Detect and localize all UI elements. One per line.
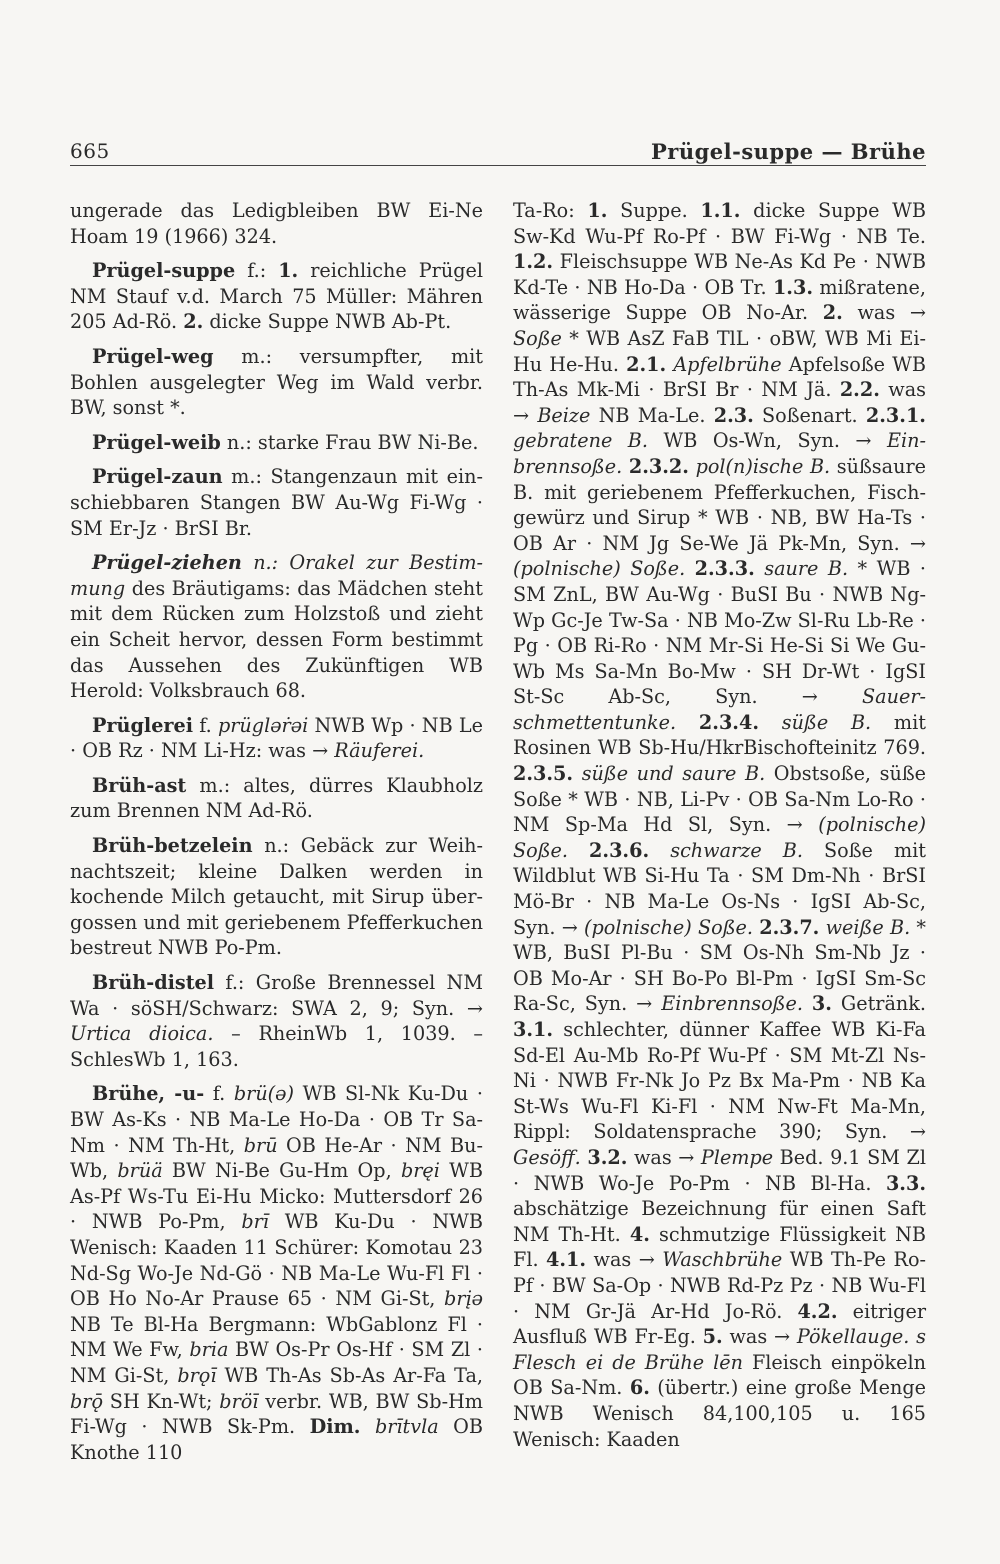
italic-text: süße B. [781,710,872,734]
sense-number: 2.3.1. [865,403,926,427]
entry-text [685,557,694,580]
headword: Prügel-weg [92,344,214,368]
entry-text: WB Th-As Sb-As Ar-Fa Ta, [216,1363,483,1387]
entry-text: WB Ku-Du · NWB Wenisch: Kaaden 11 Schürer: Komotau 23 Nd-Sg Wo-Je Nd-Gö · NB Ma-Le Wu-Fl Fl · OB Ho No-Ar Prause 65 · NM Gi-St, [70,1210,483,1311]
entry-text [689,455,696,478]
entry-text: NWB Wp · NB Le · OB Rz · NM Li-Hz: was → [70,713,483,763]
entry-text: des Bräutigams: das Mädchen steht mit dem Rücken zum Holzstoß und zieht ein Scheit hervor, dessen Form bestimmt das Aussehen des Zukünftigen WB Herold: Volksbrauch 68. [70,576,483,703]
sense-number: 2.3.7. [759,915,820,939]
italic-text: süße und saure B. [581,762,766,786]
entry-text: Bed. 9.1 SM Zl · NWB Wo-Je Po-Pm · NB Bl-Ha. [513,1145,926,1195]
italic-text: Apfelbrühe [673,352,782,376]
entry-text: süßsaure B. mit geriebenem Pfefferkuchen, Fischgewürz und Sirup * WB · NB, BW Ha-Ts · OB Ar · NM Jg Se-We Jä Pk-Mn, Syn. → [513,454,926,555]
entry-text: Soßenart. [753,403,866,427]
entry-text: f.: [235,259,279,283]
entry-text: n.: starke Frau BW Ni-Be. [220,430,479,454]
entry-text: WB Os-Wn, Syn. → [648,429,888,453]
entry-text: dicke Suppe NWB Ab-Pt. [203,310,452,334]
entry-text: eitriger Ausfluß WB Fr-Eg. [513,1299,926,1349]
italic-text: Urtica dioica. [70,1022,214,1046]
sense-number: 1.3. [772,275,813,299]
italic-text: (polnische) Soße. [513,813,926,862]
entry-text [755,557,764,580]
headword: Brüh-distel [92,971,215,995]
sense-number: 2. [183,310,204,334]
entry-text: OB He-Ar · NM Bu-Wb, [70,1133,483,1183]
italic-text: Pökellauge. s Flesch ei de Brühe lēn [513,1325,926,1374]
entry-text: Fleisch einpökeln OB Sa-Nm. [513,1350,926,1400]
italic-text: bręi [400,1159,440,1183]
entry-text: mit Rosinen WB Sb-Hu/HkrBischofteinitz 769. [513,710,926,760]
page-header [70,133,926,166]
italic-text: gebratene B. [513,429,649,453]
entry-text: ungerade das Ledigbleiben BW Ei-Ne Hoam 19 (1966) 324. [70,199,483,248]
italic-text: Plempe [700,1145,774,1169]
italic-text: bria [189,1338,229,1362]
entry-text: f. [204,1082,234,1106]
running-head: Prügel-suppe — Brühe [650,139,926,164]
entry-text [649,839,670,862]
sense-number: 4.1. [546,1248,587,1272]
entry-text: SH Kn-Wt; [103,1389,220,1413]
entry-text: * WB AsZ FaB TlL · oBW, WB Mi Ei-Hu He-Hu. [513,326,926,376]
entry-text: n.: Gebäck zur Weihnachtszeit; kleine Dalken werden in kochende Milch getaucht, mit Sirup übergossen und mit geriebenem Pfefferkuchen bestreut NWB Po-Pm. [70,834,483,960]
headword: Brühe, -u- [92,1082,205,1106]
sense-number: 3.1. [513,1018,554,1041]
italic-text: brü(ə) [233,1082,295,1106]
sense-number: 3.2. [587,1145,628,1169]
italic-text: brū [243,1133,278,1157]
entry-text: WB As-Pf Ws-Tu Ei-Hu Micko: Muttersdorf 26 · NWB Po-Pm, [70,1159,484,1234]
sense-number: 4.2. [797,1299,838,1323]
entry-text: (übertr.) eine große Menge NWB Wenisch 84,100,105 u. 165 Wenisch: Kaaden [513,1376,926,1451]
entry-text: Ta-Ro: [513,199,588,222]
entry-text: mißratene, wässerige Suppe OB No-Ar. [513,275,926,325]
entry-text: was → [586,1248,663,1272]
italic-text: weiße B. [825,915,911,939]
entry-text [759,711,782,734]
italic-text: (polnische) Soße. [513,557,686,581]
sense-number: 2.3.6. [589,838,650,862]
italic-text: Waschbrühe [662,1248,783,1272]
headword: Prügel-ziehen [92,551,242,575]
entry-pruegel-ziehen [70,550,483,704]
italic-text: Einbrennsoße. [661,992,803,1016]
entry-pruegel-weib [70,430,483,456]
sense-number: 4. [629,1222,650,1246]
entry-pruegel-weg [70,344,483,421]
entry-pruegel-suppe [70,258,483,335]
entry-text: m.: Stangenzaun mit einschiebbaren Stangen BW Au-Wg Fi-Wg · SM Er-Jz · BrSI Br. [70,465,483,540]
entry-text: m.: altes, dürres Klaubholz zum Brennen NM Ad-Rö. [70,773,483,823]
entry-brueh-ast [70,773,483,824]
sense-number: 3. [811,992,832,1016]
entry-text: Obstsoße, süße Soße * WB · NB, Li-Pv · OB Sa-Nm Lo-Ro · NM Sp-Ma Hd Sl, Syn. → [513,762,926,837]
entry-text: was → [627,1145,701,1169]
entry-text: WB Th-Pe Ro-Pf · BW Sa-Op · NWB Rd-Pz Pz · NB Wu-Fl · NM Gr-Jä Ar-Hd Jo-Rö. [513,1248,926,1323]
italic-text: n.: Orakel zur Bestimmung [70,551,483,600]
italic-text: brįə [444,1287,483,1311]
page-number: 665 [70,139,110,163]
entry-text [676,711,699,734]
entry-text: BW Os-Pr Os-Hf · SM Zl · NM Gi-St, [70,1338,484,1387]
sense-number: 5. [702,1325,723,1349]
entry-text: – RheinWb 1, 1039. – SchlesWb 1, 163. [70,1022,484,1071]
entry-text: f.: Große Brennessel NM Wa · söSH/Schwarz: SWA 2, 9; Syn. → [70,971,483,1020]
sense-number: 1.2. [513,250,554,274]
entry-bruehe-continued [513,198,926,1452]
entry-prueglerei [70,713,483,764]
italic-text: brītvla [374,1415,439,1439]
entry-text: * WB · SM ZnL, BW Au-Wg · BuSI Bu · NWB Ng-Wp Gc-Je Tw-Sa · NB Mo-Zw Sl-Ru Lb-Re · Pg · OB Ri-Ro · NM Mr-Si He-Si Si We Gu-Wb Ms Sa-Mn Bo-Mw · SH Dr-Wt · IgSI St-Sc Ab-Sc, Syn. → [513,557,926,709]
left-column [70,198,483,1465]
entry-text: Getränk. [831,992,926,1016]
sense-number: 2.3.3. [694,557,755,581]
italic-text: brüä [117,1159,163,1183]
entry-bruehe [70,1081,483,1465]
entry-text: verbr. WB, BW Sb-Hm Fi-Wg · NWB Sk-Pm. [70,1389,484,1439]
entry-text: abschätzige Bezeichnung für einen Saft NM Th-Ht. [513,1197,926,1246]
sense-number: 3.3. [885,1171,926,1195]
italic-text: saure B. [764,557,849,581]
sense-number: Dim. [309,1415,361,1439]
entry-text: m.: versumpfter, mit Bohlen ausgelegter Weg im Wald verbr. BW, sonst *. [70,344,483,420]
entry-continuation [70,198,483,249]
entry-text: BW Ni-Be Gu-Hm Op, [162,1159,401,1183]
sense-number: 1.1. [700,199,741,222]
sense-number: 2.3.2. [628,454,689,478]
entry-text: NB Ma-Le. [590,403,714,427]
entry-brueh-betzelein [70,833,483,961]
entry-text: Fleischsuppe WB Ne-As Kd Pe · NWB Kd-Te · NB Ho-Da · OB Tr. [513,250,926,299]
italic-text: Räuferei. [334,739,425,763]
entry-text: NB Te Bl-Ha Bergmann: WbGablonz Fl · NM We Fw, [70,1312,483,1362]
entry-text [803,992,812,1015]
sense-number: 6. [629,1376,650,1400]
entry-text: was → [842,301,926,325]
sense-number: 2.3.4. [698,710,760,734]
italic-text: Gesöff. [513,1145,581,1169]
entry-text: was → [513,378,926,427]
italic-text: pol(n)ische B. [695,454,831,478]
headword: Prügel-zaun [92,465,223,489]
entry-text: WB Sl-Nk Ku-Du · BW As-Ks · NB Ma-Le Ho-Da · OB Tr Sa-Nm · NM Th-Ht, [70,1082,483,1157]
entry-brueh-distel [70,970,483,1072]
headword: Prüglerei [92,713,194,737]
italic-text: Einbrennsoße. [513,429,927,478]
italic-text: bröī [219,1389,259,1413]
entry-text: OB Knothe 110 [70,1415,483,1464]
entry-pruegel-zaun [70,464,483,541]
sense-number: 2.1. [626,352,667,376]
italic-text: Sauerschmettentunke. [513,685,926,734]
entry-text [361,1415,375,1438]
sense-number: 1. [587,199,608,222]
italic-text: prügləṙəi [217,713,309,737]
italic-text: brī [241,1210,269,1234]
headword: Prügel-suppe [92,259,236,283]
sense-number: 1. [278,259,299,283]
italic-text: Beize [537,403,591,427]
headword: Brüh-ast [92,773,187,797]
right-column [513,198,926,1452]
italic-text: brǫī [177,1363,217,1387]
entry-text: schlechter, dünner Kaffee WB Ki-Fa Sd-El Au-Mb Ro-Pf Wu-Pf · SM Mt-Zl Ns-Ni · NWB Fr-Nk Jo Pz Bx Ma-Pm · NB Ka St-Ws Wu-Fl Ki-Fl · NM Nw-Ft Ma-Mn, Rippl: Soldatensprache 390; Syn. → [513,1018,926,1144]
sense-number: 2.3.5. [513,762,574,786]
entry-text: reichliche Prügel NM Stauf v.d. March 75 Müller: Mähren 205 Ad-Rö. [70,259,483,334]
sense-number: 2. [822,301,843,325]
entry-text: was → [722,1325,797,1349]
headword: Prügel-weib [92,430,221,454]
italic-text: Soße [513,326,562,350]
entry-text: Soße mit Wildblut WB Si-Hu Ta · SM Dm-Nh · BrSI Mö-Br · NB Ma-Le Os-Ns · IgSI Ab-Sc, Syn. → [513,838,927,939]
headword: Brüh-betzelein [92,834,253,858]
entry-text [573,762,582,785]
entry-text: f. [193,713,218,737]
entry-text: * WB, BuSI Pl-Bu · SM Os-Nh Sm-Nb Jz · OB Mo-Ar · SH Bo-Po Bl-Pm · IgSI Sm-Sc Ra-Sc, Syn. → [513,915,927,1016]
sense-number: 2.3. [713,403,754,427]
entry-text: Apfelsoße WB Th-As Mk-Mi · BrSI Br · NM Jä. [513,352,926,402]
entry-text: Suppe. [607,199,701,222]
italic-text: brǭ [70,1389,104,1413]
entry-text [622,455,629,478]
entry-text [568,839,589,862]
entry-text: schmutzige Flüssigkeit NB Fl. [513,1222,926,1272]
sense-number: 2.2. [839,378,880,402]
italic-text: (polnische) Soße. [584,915,753,939]
entry-text: dicke Suppe WB Sw-Kd Wu-Pf Ro-Pf · BW Fi-Wg · NB Te. [513,199,926,248]
italic-text: schwarze B. [670,838,803,862]
